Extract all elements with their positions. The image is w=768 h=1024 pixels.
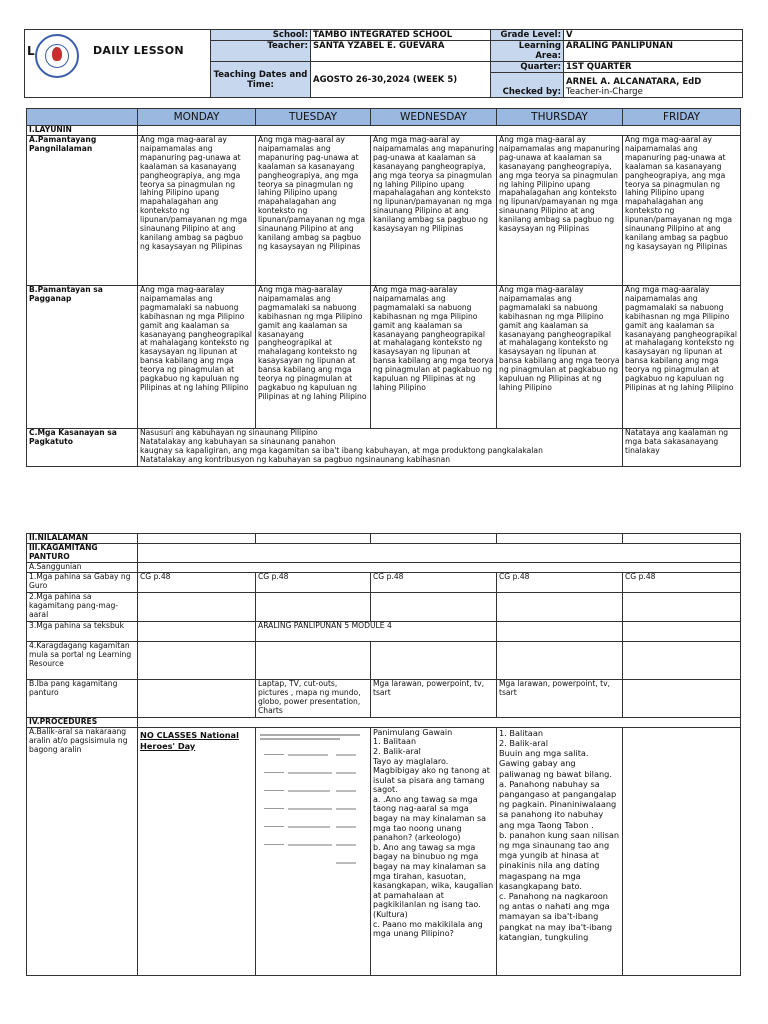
cell-gabay-friday: CG p.48 — [623, 572, 741, 592]
cell-b-wednesday: Ang mga mag-aaralay naipamamalas ang pagmamalaki sa nabuong kabihasnan ng mga Pilipino gamit ang kaalaman sa kasanayang pangheograpikal at mahalagang konteksto ng kasaysayan ng lipunan at bansa kabilang ang mga teorya ng pinagmulan at pagkabuo ng kapuluan ng Pilipinas at ng lahing Pilipino — [371, 286, 497, 429]
day-header-monday: MONDAY — [138, 109, 256, 126]
cell-a-thursday: Ang mga mag-aaral ay naipamamalas ang mapanuring pag-unawa at kaalaman sa kasanayang pangheograpiya, ang mga teorya sa pinagmulan ng lahing Pilipino upang mapahalagahan ang konteksto ng lipunan/pamayanan ng mga sinaunang Pilipino at ang kanilang ambag sa pagbuo ng kasaysayan ng Pilipinas — [497, 136, 623, 286]
cell-iba-wednesday: Mga larawan, powerpoint, tv, tsart — [371, 679, 497, 717]
row-label-iba-pang-kagamitan: B.Iba pang kagamitang panturo — [27, 679, 138, 717]
checked-label: Checked by: — [491, 73, 564, 98]
cell-gabay-thursday: CG p.48 — [497, 572, 623, 592]
cell-balik-wednesday: Panimulang Gawain 1. Balitaan 2. Balik-aral Tayo ay maglalaro. Magbibigay ako ng tanong at isulat sa pisara ang tamang sagot. a. .Ano ang tawag sa mga taong nag-aaral sa mga bagay na may kinalaman sa mga tao noong unang panahon? (arkeologo) b. Ano ang tawag sa mga bagay na binubuo ng mga bagay na may kinalaman sa mga tirahan, kasuotan, kasangkapan, wika, kaugalian at pamahalaan at pagkikilanlan ng isang tao. (Kultura) c. Paano mo makikilala ang mga unang Pilipino? — [371, 727, 497, 975]
row-label-gabay-ng-guro: 1.Mga pahina sa Gabay ng Guro — [27, 572, 138, 592]
deped-seal-icon — [35, 34, 79, 78]
cell-balik-thursday: 1. Balitaan 2. Balik-aral Buuin ang mga salita. Gawing gabay ang paliwanag ng bawat bilang. a. Panahong nabuhay sa pangangaso at pangangalap ng pagkain. Pinaniniwalaang sa panahong ito nabuhay ang mga Taong Tabon . b. panahon kung saan nilisan ng mga sinaunang tao ang mga yungib at hinasa at pinakinis nila ang dating magaspang na mga kasangkapang bato. c. Panahong na nagkaroon ng antas o nahati ang mga mamayan sa iba't-ibang pangkat na may iba't-ibang katangian, tungkuling — [497, 727, 623, 975]
day-header-thursday: THURSDAY — [497, 109, 623, 126]
section-layunin: I.LAYUNIN — [27, 126, 138, 136]
cell-a-tuesday: Ang mga mag-aaral ay naipamamalas ang mapanuring pag-unawa at kaalaman sa kasanayang pangheograpiya, ang mga teorya sa pinagmulan ng lahing Pilipino upang mapahalagahan ang konteksto ng lipunan/pamayanan ng mga sinaunang Pilipino at ang kanilang ambag sa pagbuo ng kasaysayan ng Pilipinas — [256, 136, 371, 286]
cell-gabay-monday: CG p.48 — [138, 572, 256, 592]
section-nilalaman: II.NILALAMAN — [27, 534, 138, 544]
quarter-label: Quarter: — [491, 62, 564, 73]
row-label-sanggunian: A.Sanggunian — [27, 562, 138, 572]
cell-c-mon-thu: Nasusuri ang kabuhayan ng sinaunang Pilipino Natatalakay ang kabuhayan sa sinaunang panahon kaugnay sa kapaligiran, ang mga kagamitan sa iba't ibang kabuhayan, at mga produktong pangkalakalan Natatalakay ang kontribusyon ng kabuhayan sa pagbuo ngsinaunang kabihasnan — [138, 429, 623, 467]
teacher-label: Teacher: — [211, 41, 311, 62]
school-label: School: — [211, 30, 311, 41]
cell-teksbuk-value: ARALING PANLIPUNAN 5 MODULE 4 — [256, 621, 497, 641]
checker-cell — [564, 73, 743, 98]
worksheet-image — [258, 728, 368, 898]
no-classes-note: NO CLASSES National Heroes' Day — [140, 729, 239, 751]
cell-b-monday: Ang mga mag-aaralay naipamamalas ang pagmamalaki sa nabuong kabihasnan ng mga Pilipino gamit ang kaalaman sa kasanayang pangheograpikal at mahalagang konteksto ng kasaysayan ng lipunan at bansa kabilang ang mga teorya ng pinagmulan at pagkabuo ng kapuluan ng Pilipinas at ng lahing Pilipino — [138, 286, 256, 429]
cell-iba-tuesday: Laptap, TV, cut-outs, pictures , mapa ng mundo, globo, power presentation, Charts — [256, 679, 371, 717]
cell-balik-monday — [138, 727, 256, 975]
section-layunin-fill — [138, 126, 741, 136]
header-logo-cell — [25, 30, 211, 98]
school-value: TAMBO INTEGRATED SCHOOL — [311, 30, 491, 41]
content-procedures-table — [26, 533, 741, 976]
cell-iba-thursday: Mga larawan, powerpoint, tv, tsart — [497, 679, 623, 717]
area-label: Learning Area: — [491, 41, 564, 62]
row-label-pamantayan-sa-pagganap: B.Pamantayan sa Pagganap — [27, 286, 138, 429]
row-label-kagamitang-pang-mag-aaral: 2.Mga pahina sa kagamitang pang-mag-aaral — [27, 592, 138, 621]
cell-a-monday: Ang mga mag-aaral ay naipamamalas ang mapanuring pag-unawa at kaalaman sa kasanayang pangheograpiya, ang mga teorya sa pinagmulan ng lahing Pilipino upang mapahalagahan ang konteksto ng lipunan/pamayanan ng mga sinaunang Pilipino at ang kanilang ambag sa pagbuo ng kasaysayan ng Pilipinas — [138, 136, 256, 286]
cell-gabay-tuesday: CG p.48 — [256, 572, 371, 592]
objectives-table — [26, 108, 741, 467]
cell-b-tuesday: Ang mga mag-aaralay naipamamalas ang pagmamalaki sa nabuong kabihasnan ng mga Pilipino gamit ang kaalaman sa kasanayang pangheograpikal at mahalagang konteksto ng kasaysayan ng lipunan at bansa kabilang ang mga teorya ng pinagmulan at pagkabuo ng kapuluan ng Pilipinas at ng lahing Pilipino — [256, 286, 371, 429]
row-label-learning-resource: 4.Karagdagang kagamitan mula sa portal ng Learning Resource — [27, 641, 138, 679]
dates-label: Teaching Dates and Time: — [211, 62, 311, 98]
row-label-pamantayang-pangnilalaman: A.Pamantayang Pangnilalaman — [27, 136, 138, 286]
grade-label: Grade Level: — [491, 30, 564, 41]
row-label-teksbuk: 3.Mga pahina sa teksbuk — [27, 621, 138, 641]
dates-value: AGOSTO 26-30,2024 (WEEK 5) — [311, 62, 491, 98]
section-procedures: IV.PROCEDURES — [27, 717, 138, 727]
day-header-wednesday: WEDNESDAY — [371, 109, 497, 126]
checker-role: Teacher-in-Charge — [566, 87, 643, 97]
cell-balik-tuesday — [256, 727, 371, 975]
grade-value: V — [564, 30, 743, 41]
cell-c-friday: Natataya ang kaalaman ng mga bata sakasanayang tinalakay — [623, 429, 741, 467]
section-kagamitan: III.KAGAMITANG PANTURO — [27, 543, 138, 562]
cell-b-friday: Ang mga mag-aaralay naipamamalas ang pagmamalaki sa nabuong kabihasnan ng mga Pilipino gamit ang kaalaman sa kasanayang pangheograpikal at mahalagang konteksto ng kasaysayan ng lipunan at bansa kabilang ang mga teorya ng pinagmulan at pagkabuo ng kapuluan ng Pilipinas at ng lahing Pilipino — [623, 286, 741, 429]
quarter-value: 1ST QUARTER — [564, 62, 743, 73]
logo-letter: L — [27, 44, 35, 58]
document-title: DAILY LESSON — [93, 44, 184, 57]
checker-name: ARNEL A. ALCANATARA, EdD — [566, 77, 702, 87]
header-table — [24, 29, 743, 98]
teacher-value: SANTA YZABEL E. GUEVARA — [311, 41, 491, 62]
row-label-balik-aral: A.Balik-aral sa nakaraang aralin at/o pagsisimula ng bagong aralin — [27, 727, 138, 975]
area-value: ARALING PANLIPUNAN — [564, 41, 743, 62]
day-header-friday: FRIDAY — [623, 109, 741, 126]
corner-header — [27, 109, 138, 126]
row-label-kasanayan-sa-pagkatuto: C.Mga Kasanayan sa Pagkatuto — [27, 429, 138, 467]
cell-a-wednesday: Ang mga mag-aaral ay naipamamalas ang mapanuring pag-unawa at kaalaman sa kasanayang pangheograpiya, ang mga teorya sa pinagmulan ng lahing Pilipino upang mapahalagahan ang konteksto ng lipunan/pamayanan ng mga sinaunang Pilipino at ang kanilang ambag sa pagbuo ng kasaysayan ng Pilipinas — [371, 136, 497, 286]
cell-gabay-wednesday: CG p.48 — [371, 572, 497, 592]
cell-a-friday: Ang mga mag-aaral ay naipamamalas ang mapanuring pag-unawa at kaalaman sa kasanayang pangheograpiya, ang mga teorya sa pinagmulan ng lahing Pilipino upang mapahalagahan ang konteksto ng lipunan/pamayanan ng mga sinaunang Pilipino at ang kanilang ambag sa pagbuo ng kasaysayan ng Pilipinas — [623, 136, 741, 286]
day-header-tuesday: TUESDAY — [256, 109, 371, 126]
cell-b-thursday: Ang mga mag-aaralay naipamamalas ang pagmamalaki sa nabuong kabihasnan ng mga Pilipino gamit ang kaalaman sa kasanayang pangheograpikal at mahalagang konteksto ng kasaysayan ng lipunan at bansa kabilang ang mga teorya ng pinagmulan at pagkabuo ng kapuluan ng Pilipinas at ng lahing Pilipino — [497, 286, 623, 429]
